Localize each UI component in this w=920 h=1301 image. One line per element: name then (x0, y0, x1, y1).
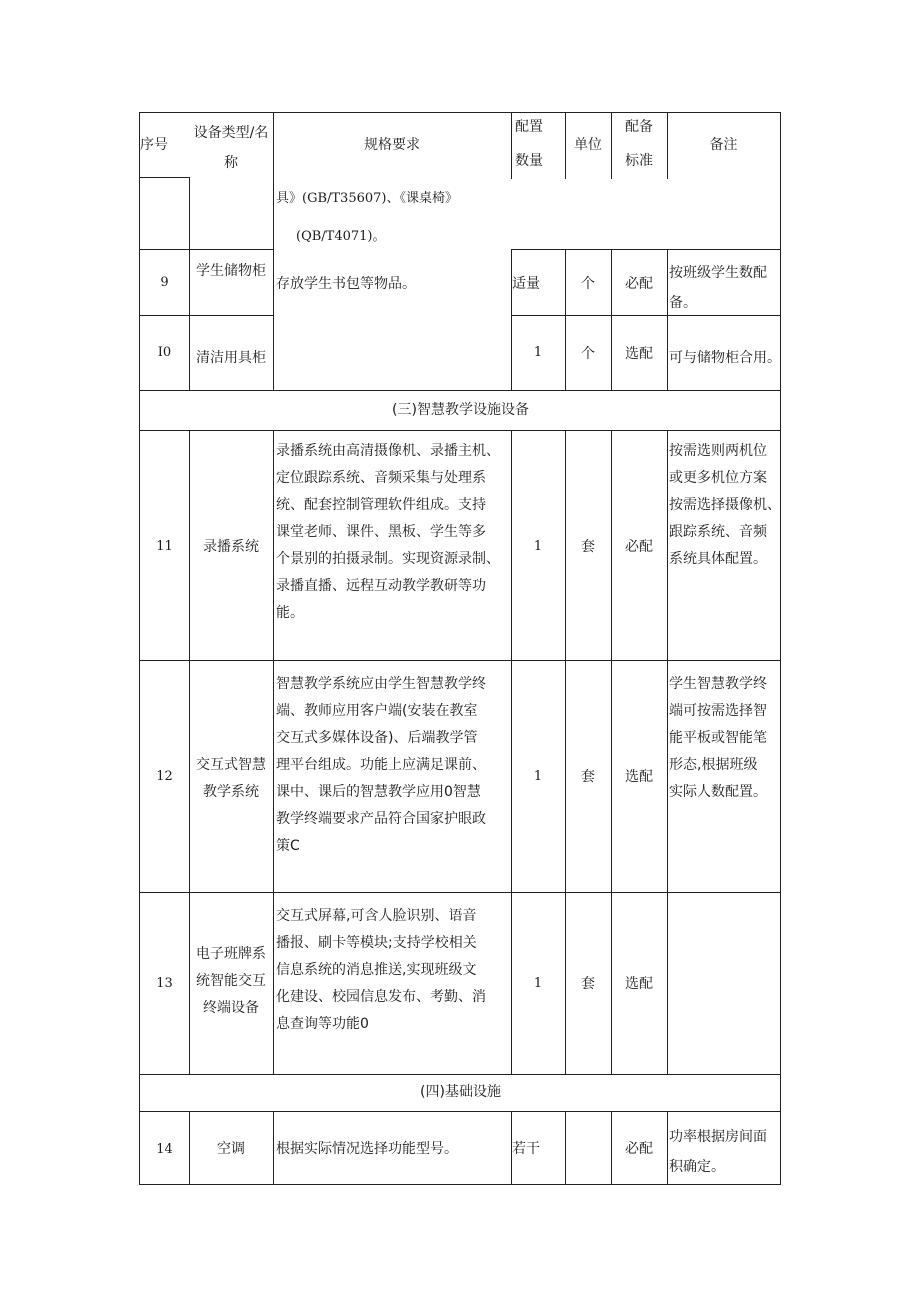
row-name: 清洁用具柜 (196, 350, 266, 366)
header-std-line2: 标准 (625, 153, 653, 169)
rule (139, 892, 781, 893)
row-qty: 1 (533, 769, 543, 784)
rule (611, 249, 612, 390)
header-seq: 序号 (140, 137, 168, 153)
row-qty: 适量 (512, 276, 540, 292)
rule (780, 112, 781, 1185)
row-seq: I0 (157, 345, 172, 360)
rule (667, 249, 668, 390)
spec-continuation-line2: (QB/T4071)。 (296, 229, 386, 244)
row-spec: 根据实际情况选择功能型号。 (276, 1141, 458, 1157)
row-seq: 14 (156, 1142, 173, 1157)
row-qty: 1 (533, 976, 543, 991)
rule (273, 1111, 274, 1184)
row-unit: 套 (581, 539, 595, 555)
row-qty: 若干 (512, 1141, 540, 1157)
row-remark: 按班级学生数配 备。 (669, 265, 767, 311)
header-type-line1: 设备类型/名 (193, 125, 269, 141)
row-unit: 套 (581, 769, 595, 785)
header-qty-line2: 数量 (515, 153, 543, 169)
rule (139, 112, 781, 113)
rule (273, 430, 274, 1074)
row-remark: 学生智慧教学终 端可按需选择智 能平板或智能笔 形态,根据班级 实际人数配置。 (669, 676, 767, 800)
header-qty-line1: 配置 (515, 119, 543, 135)
row-remark: 功率根据房间面 积确定。 (669, 1129, 767, 1175)
row-std: 选配 (625, 346, 653, 362)
row-spec: 存放学生书包等物品。 (276, 276, 416, 292)
row-seq: 9 (160, 275, 169, 290)
row-remark: 可与储物柜合用。 (669, 350, 781, 366)
rule (139, 315, 273, 316)
rule (565, 1111, 566, 1184)
rule (511, 249, 781, 250)
row-spec: 录播系统由高清摄像机、录播主机、 定位跟踪系统、音频采集与处理系 统、配套控制管理软件组成。支持 课堂老师、课件、黑板、学生等多 个景别的拍摄录制。实现资源录制、 录播直播、远程互动教学教研等功 能。 (276, 443, 500, 621)
rule (511, 315, 781, 316)
row-name: 交互式智慧 教学系统 (196, 757, 266, 800)
rule (139, 249, 273, 250)
row-qty: 1 (533, 345, 543, 360)
row-unit: 个 (581, 346, 595, 362)
rule (139, 430, 781, 431)
rule (139, 660, 781, 661)
rule (139, 1074, 781, 1075)
row-spec: 交互式屏幕,可含人脸识别、语音 播报、刷卡等模块;支持学校相关 信息系统的消息推送,实现班级文 化建设、校园信息发布、考勤、消 息查询等功能0 (276, 908, 486, 1032)
row-name: 电子班牌系 统智能交互 终端设备 (196, 946, 266, 1016)
row-name: 学生储物柜 (196, 263, 266, 279)
row-seq: 13 (156, 976, 173, 991)
header-unit: 单位 (574, 137, 602, 153)
rule (139, 390, 781, 391)
spec-continuation-line1: 具》(GB/T35607)、《课桌椅》 (276, 191, 458, 206)
header-spec: 规格要求 (364, 137, 420, 153)
row-std: 必配 (625, 1141, 653, 1157)
header-remark: 备注 (709, 137, 738, 153)
section-title: (四)基础设施 (420, 1084, 501, 1100)
row-std: 选配 (625, 769, 653, 785)
header-std-line1: 配备 (625, 119, 653, 135)
rule (511, 249, 512, 390)
row-unit: 个 (581, 276, 595, 292)
rule (667, 1111, 668, 1184)
row-seq: 12 (156, 769, 173, 784)
row-std: 选配 (625, 976, 653, 992)
row-remark: 按需选则两机位 或更多机位方案 按需选择摄像机、 跟踪系统、音频 系统具体配置。 (669, 443, 781, 567)
section-title: (三)智慧教学设施设备 (392, 402, 529, 418)
row-spec: 智慧教学系统应由学生智慧教学终 端、教师应用客户端(安装在教室 交互式多媒体设备)、后端教学管 理平台组成。功能上应满足课前、 课中、课后的智慧教学应用0智慧 教学终端要求产品符合国家护眼政 策C (276, 676, 486, 854)
rule (667, 430, 668, 1074)
row-std: 必配 (625, 276, 653, 292)
row-std: 必配 (625, 539, 653, 555)
header-type-line2: 称 (224, 155, 238, 171)
row-name: 空调 (217, 1141, 245, 1157)
row-qty: 1 (533, 539, 543, 554)
rule (139, 1184, 781, 1185)
row-unit: 套 (581, 976, 595, 992)
rule (565, 249, 566, 390)
rule (139, 1111, 781, 1112)
row-name: 录播系统 (203, 539, 259, 555)
row-seq: 11 (156, 539, 173, 554)
rule (139, 177, 189, 178)
